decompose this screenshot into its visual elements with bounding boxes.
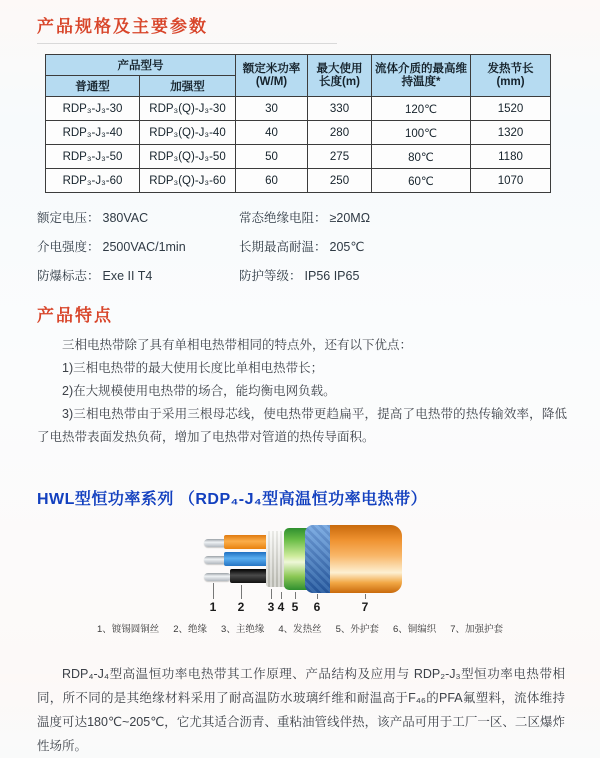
table-row (46, 97, 551, 121)
col-header-max-length (308, 55, 372, 97)
spec-value: 205℃ (329, 240, 365, 254)
reinforced-jacket-layer (330, 525, 402, 593)
spec-protection-rating (239, 266, 539, 284)
cell-length: 330 (308, 97, 372, 121)
cell-model-reinforced: RDP₃(Q)-J₃-40 (140, 121, 236, 145)
cell-model-normal: RDP₃-J₃-50 (46, 145, 140, 169)
spec-label: 额定电压： (37, 211, 100, 225)
feature-item: 1)三相电热带的最大使用长度比单相电热带长； (62, 361, 324, 375)
diagram-legend (30, 621, 570, 635)
header-line: (W/M) (255, 75, 288, 88)
legend-item: 2、绝缘 (173, 624, 208, 635)
cell-model-normal: RDP₃-J₃-30 (46, 97, 140, 121)
feature-item: 2)在大规模使用电热带的场合，能均衡电网负载。 (62, 384, 336, 398)
callout-number: 2 (237, 600, 245, 614)
table-row (46, 145, 551, 169)
header-line: 持温度* (401, 75, 441, 88)
callout-number: 7 (361, 600, 369, 614)
copper-braid-layer (305, 525, 332, 593)
specs-right-column (239, 208, 539, 295)
spec-label: 长期最高耐温： (239, 240, 327, 254)
conductor-insulation-blue (224, 552, 270, 566)
leader-line (317, 594, 318, 599)
spec-value: IP56 IP65 (304, 269, 360, 283)
leader-line (365, 594, 366, 599)
cell-length: 275 (308, 145, 372, 169)
cell-temp: 60℃ (372, 169, 471, 193)
series-heading: HWL型恒功率系列 （RDP₄-J₄型高温恒功率电热带） (37, 491, 428, 508)
legend-item: 6、铜编织 (392, 624, 437, 635)
cell-temp: 120℃ (372, 97, 471, 121)
spec-label: 常态绝缘电阻： (239, 211, 327, 225)
callout-number: 5 (291, 600, 299, 614)
legend-item: 3、主绝缘 (221, 624, 265, 635)
feature-item: 3)三相电热带由于采用三根母芯线，使电热带更趋扁平，提高了电热带的热传输效率，降低了电热带表面发热负荷，增加了电热带对管道的热传导面积。 (37, 407, 567, 444)
legend-item: 4、发热丝 (278, 624, 322, 635)
leader-line (271, 589, 272, 599)
header-line: 发热节长 (487, 62, 534, 75)
electrical-specs (37, 208, 600, 295)
leader-line (241, 585, 242, 599)
spec-value: ≥20MΩ (329, 211, 371, 225)
header-line: 额定米功率 (242, 62, 301, 75)
col-header-max-temp (372, 55, 471, 97)
spec-label: 防爆标志： (37, 269, 100, 283)
outer-sheath-layer (284, 528, 307, 590)
features-section (37, 334, 567, 449)
spec-dielectric-strength (37, 237, 239, 255)
callout-number: 6 (313, 600, 321, 614)
table-header-row (46, 55, 551, 76)
cell-model-normal: RDP₃-J₃-60 (46, 169, 140, 193)
cell-power: 50 (236, 145, 308, 169)
features-intro: 三相电热带除了具有单相电热带相同的特点外，还有以下优点： (62, 338, 413, 352)
spec-value: 2500VAC/1min (102, 240, 186, 254)
legend-item: 1、镀锡圆铜丝 (96, 624, 160, 635)
table-row (46, 121, 551, 145)
spec-value: 380VAC (102, 211, 149, 225)
main-insulation-layer (266, 531, 286, 587)
col-header-reinforced-type: 加强型 (140, 76, 236, 97)
tinned-copper-wire (204, 573, 231, 581)
leader-line (281, 592, 282, 599)
cell-model-reinforced: RDP₃(Q)-J₃-30 (140, 97, 236, 121)
cell-power: 30 (236, 97, 308, 121)
col-header-rated-power (236, 55, 308, 97)
table-row (46, 169, 551, 193)
cell-model-reinforced: RDP₃(Q)-J₃-50 (140, 145, 236, 169)
leader-line (213, 583, 214, 599)
spec-label: 介电强度： (37, 240, 100, 254)
cable-structure-diagram (0, 525, 600, 617)
col-header-product-model: 产品型号 (46, 55, 236, 76)
parameters-table (45, 54, 551, 193)
spec-label: 防护等级： (239, 269, 302, 283)
catalog-page (0, 12, 600, 753)
cell-length: 250 (308, 169, 372, 193)
cell-power: 60 (236, 169, 308, 193)
spec-insulation-resistance (239, 208, 539, 226)
leader-line (295, 592, 296, 599)
cell-pitch: 1070 (471, 169, 551, 193)
specs-left-column (37, 208, 239, 295)
callout-number: 3 (267, 600, 275, 614)
cell-pitch: 1320 (471, 121, 551, 145)
title-divider (37, 43, 337, 44)
header-line: 最大使用 (316, 62, 363, 75)
legend-item: 7、加强护套 (450, 624, 504, 635)
spec-rated-voltage (37, 208, 239, 226)
callout-number: 1 (209, 600, 217, 614)
header-line: 长度(m) (319, 75, 360, 88)
features-title: 产品特点 (37, 306, 113, 325)
header-line: 流体介质的最高维 (375, 62, 467, 75)
header-line: (mm) (496, 75, 525, 88)
col-header-heating-pitch (471, 55, 551, 97)
callout-number: 4 (277, 600, 285, 614)
cell-model-normal: RDP₃-J₃-40 (46, 121, 140, 145)
cell-power: 40 (236, 121, 308, 145)
cell-model-reinforced: RDP₃(Q)-J₃-60 (140, 169, 236, 193)
cell-length: 280 (308, 121, 372, 145)
col-header-normal-type: 普通型 (46, 76, 140, 97)
spec-explosion-proof-mark (37, 266, 239, 284)
cell-temp: 80℃ (372, 145, 471, 169)
series-description: RDP₄-J₄型高温恒功率电热带其工作原理、产品结构及应用与 RDP₂-J₃型恒功率电热带相同，所不同的是其绝缘材料采用了耐高温防水玻璃纤维和耐温高于F₄₆的PFA氟塑料，流体维持温度可达180℃~205℃，它尤其适合沥青、重粘油管线伴热，该产品可用于工厂一区、二区爆炸性场所。 (37, 667, 565, 753)
spec-max-temp-rating (239, 237, 539, 255)
cell-pitch: 1520 (471, 97, 551, 121)
conductor-insulation-orange (224, 535, 270, 549)
page-title: 产品规格及主要参数 (37, 17, 208, 36)
spec-value: Exe II T4 (102, 269, 153, 283)
cell-pitch: 1180 (471, 145, 551, 169)
legend-item: 5、外护套 (335, 624, 379, 635)
conductor-insulation-black (230, 569, 270, 583)
cell-temp: 100℃ (372, 121, 471, 145)
